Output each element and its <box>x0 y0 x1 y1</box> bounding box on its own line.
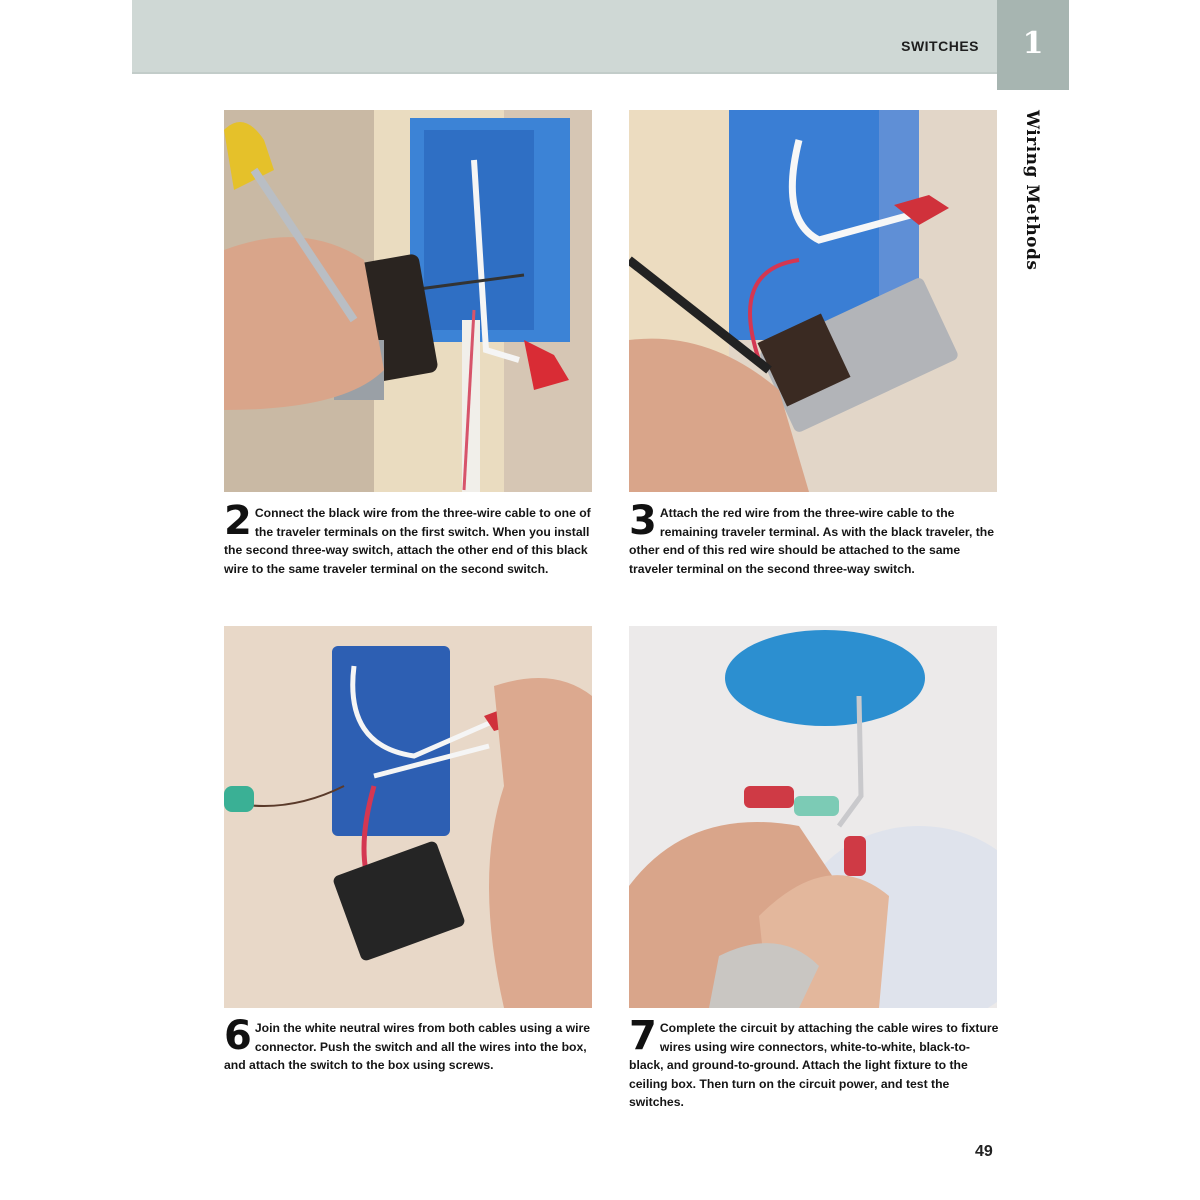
chapter-tab <box>997 0 1069 90</box>
side-title: Wiring Methods <box>1022 110 1042 271</box>
step-text: Attach the red wire from the three-wire cable to the remaining traveler terminal. As with the black traveler, the other end of this red wire should be attached to the same traveler terminal on the second three-way switch. <box>629 506 994 576</box>
step-7-caption <box>629 1013 1001 1112</box>
wiring-photo-icon <box>224 110 592 492</box>
step-3-caption <box>629 498 1001 578</box>
step-text: Complete the circuit by attaching the cable wires to fixture wires using wire connectors, white-to-white, black-to-black, and ground-to-ground. Attach the light fixture to the ceiling box. Then turn on the circuit power, and test the switches. <box>629 1021 999 1110</box>
step-2-photo <box>224 110 592 492</box>
wiring-photo-icon <box>224 626 592 1008</box>
step-2-caption <box>224 498 596 578</box>
step-7-photo <box>629 626 997 1008</box>
chapter-number: 1 <box>1022 25 1044 61</box>
wiring-photo-icon <box>629 110 997 492</box>
header-band <box>132 0 997 74</box>
step-6-photo <box>224 626 592 1008</box>
wiring-photo-icon <box>629 626 997 1008</box>
step-3-photo <box>629 110 997 492</box>
step-text: Join the white neutral wires from both cables using a wire connector. Push the switch and all the wires into the box, and attach the switch to the box using screws. <box>224 1021 591 1073</box>
step-6-caption <box>224 1013 596 1075</box>
page-number: 49 <box>975 1143 993 1160</box>
step-text: Connect the black wire from the three-wire cable to one of the traveler terminals on the first switch. When you install the second three-way switch, attach the other end of this black wire to the same traveler terminal on the second switch. <box>224 506 591 576</box>
section-label: SWITCHES <box>901 38 979 54</box>
step-number: 3 <box>629 498 657 544</box>
step-number: 6 <box>224 1013 252 1059</box>
step-number: 7 <box>629 1013 657 1059</box>
step-number: 2 <box>224 498 252 544</box>
